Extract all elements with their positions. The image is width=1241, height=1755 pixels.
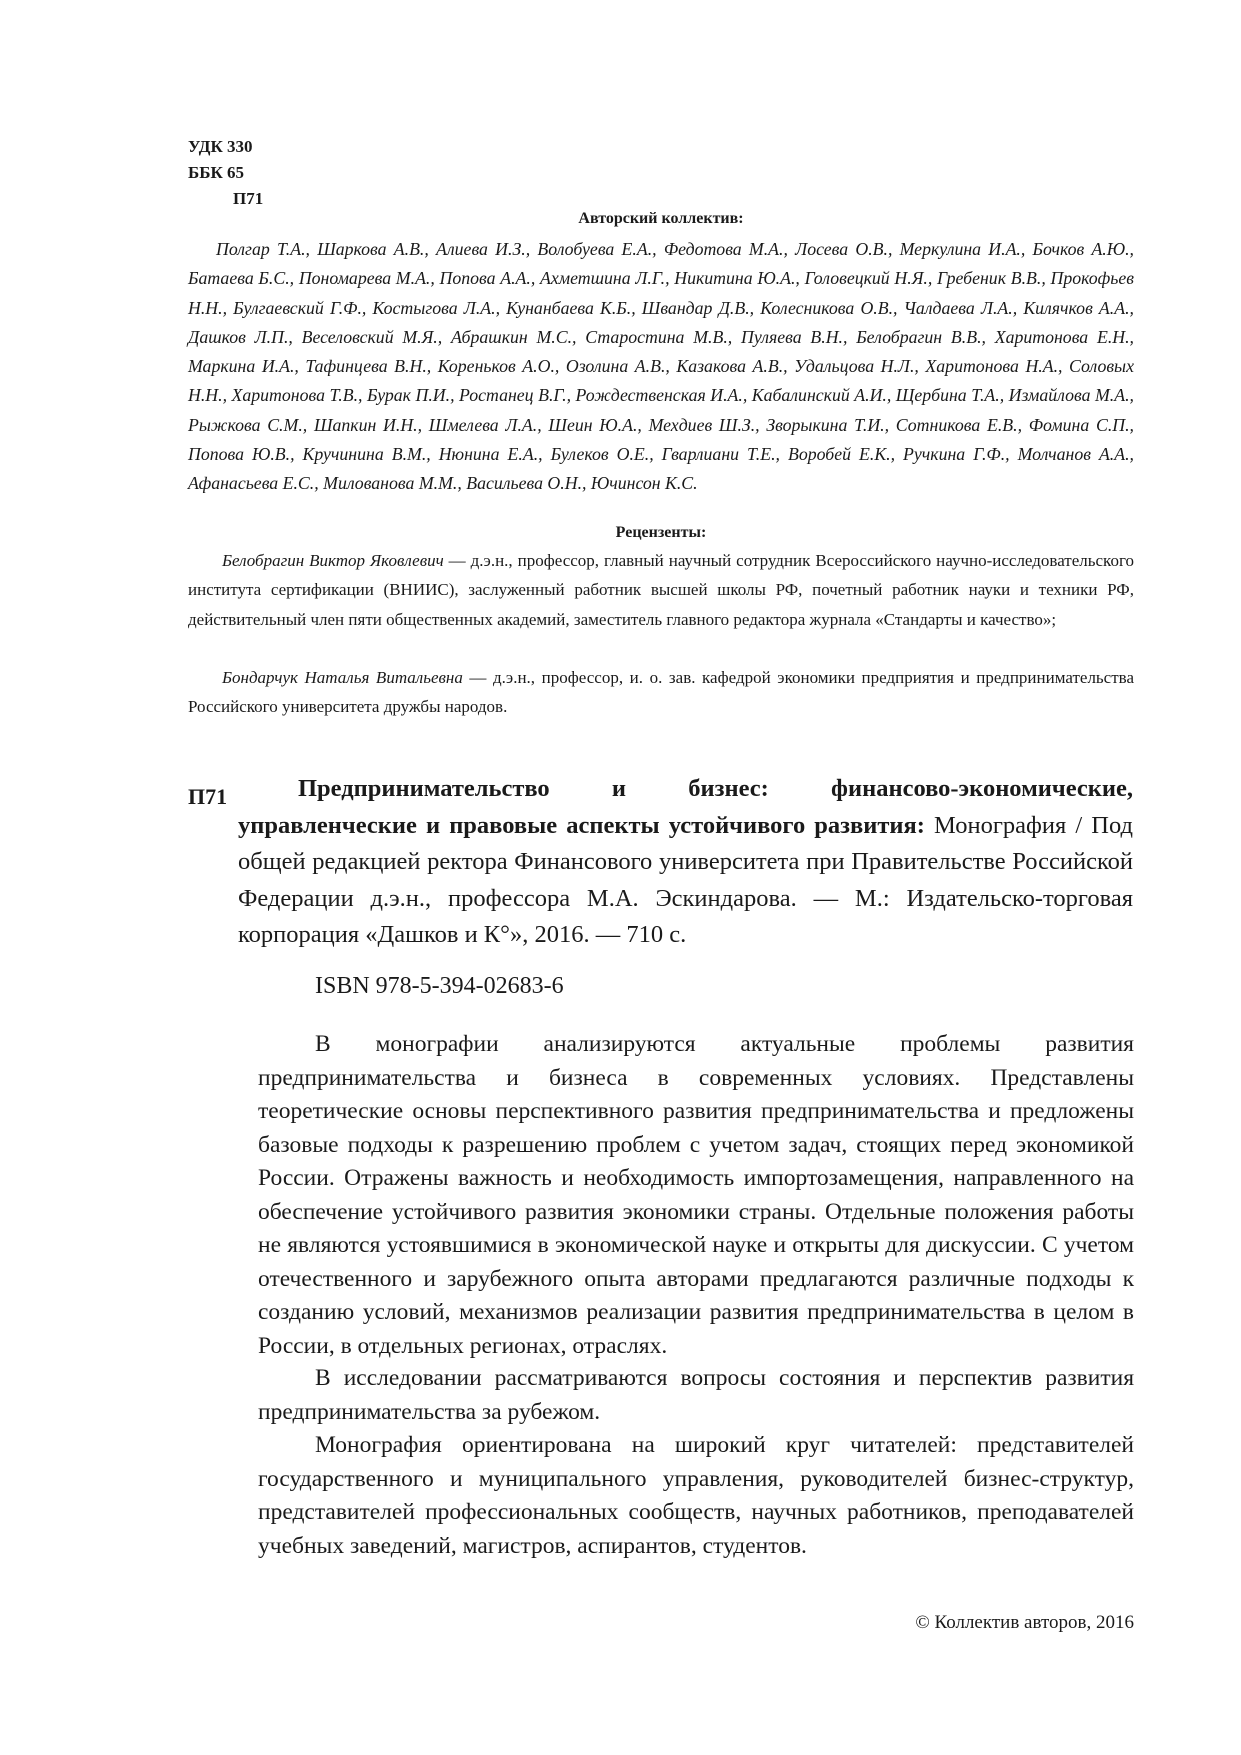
udk-code: УДК 330 <box>188 137 253 156</box>
authors-heading: Авторский коллектив: <box>578 210 744 227</box>
abstract-paragraph: Монография ориентирована на широкий круг читателей: представителей государственного и муниципального управления, руководителей бизнес-структур, представителей профессиональных сообществ, научных работников, преподавателей учебных заведений, магистров, аспирантов, студентов. <box>258 1432 1134 1559</box>
copyright-notice: © Коллектив авторов, 2016 <box>915 1612 1134 1633</box>
abstract-paragraph: В монографии анализируются актуальные проблемы развития предпринимательства и бизнеса в современных условиях. Представлены теоретические основы перспективного развития предпринимательства и предложены базовые подходы к разрешению проблем с учетом задач, стоящих перед экономикой России. Отражены важность и необходимость импортозамещения, направленного на обеспечение устойчивого развития экономики страны. Отдельные положения работы не являются устоявшимися в экономической науке и открыты для дискуссии. С учетом отечественного и зарубежного опыта авторами предлагаются различные подходы к созданию условий, механизмов реализации развития предпринимательства в целом в России, в отдельных регионах, отраслях. <box>258 1031 1134 1359</box>
reviewer-description: — д.э.н., профессор, главный научный сотрудник Всероссийского научно-исследовательского института сертификации (ВНИИС), заслуженный работник высшей школы РФ, почетный работник науки и техники РФ, действительный член пяти общественных академий, заместитель главного редактора журнала «Стандарты и качество»; <box>188 551 1135 629</box>
reviewer-name: Белобрагин Виктор Яковлевич <box>222 551 444 570</box>
isbn: ISBN 978-5-394-02683-6 <box>315 973 564 999</box>
bibliographic-citation <box>238 771 1133 954</box>
abstract-paragraph: В исследовании рассматриваются вопросы состояния и перспектив развития предпринимательства за рубежом. <box>258 1365 1134 1425</box>
reviewer-description: — д.э.н., профессор, и. о. зав. кафедрой экономики предприятия и предпринимательства Российского университета дружбы народов. <box>188 668 1134 717</box>
author-sign-code: П71 <box>233 189 264 208</box>
authors-list: Полгар Т.А., Шаркова А.В., Алиева И.З., Волобуева Е.А., Федотова М.А., Лосева О.В., Меркулина И.А., Бочков А.Ю., Батаева Б.С., Пономарева М.А., Попова А.А., Ахметшина Л.Г., Никитина Ю.А., Головецкий Н.Я., Гребеник В.В., Прокофьев Н.Н., Булгаевский Г.Ф., Костыгова Л.А., Кунанбаева К.Б., Швандар Д.В., Колесникова О.В., Чалдаева Л.А., Килячков А.А., Дашков Л.П., Веселовский М.Я., Абрашкин М.С., Старостина М.В., Пуляева В.Н., Белобрагин В.В., Харитонова Е.Н., Маркина И.А., Тафинцева В.Н., Кореньков А.О., Озолина А.В., Казакова А.В., Удальцова Н.Л., Харитонова Н.А., Соловых Н.Н., Харитонова Т.В., Бурак П.И., Ростанец В.Г., Рождественская И.А., Кабалинский А.И., Щербина Т.А., Измайлова М.А., Рыжкова С.М., Шапкин И.Н., Шмелева Л.А., Шеин Ю.А., Мехдиев Ш.З., Зворыкина Т.И., Сотникова Е.В., Фомина С.П., Попова Ю.В., Кручинина В.М., Нюнина Е.А., Булеков О.Е., Гварлиани Т.Е., Воробей Е.К., Ручкина Г.Ф., Молчанов А.А., Афанасьева Е.С., Милованова М.М., Васильева О.Н., Ючинсон К.С. <box>188 239 1134 494</box>
book-title: Предпринимательство и бизнес: финансово-экономические, управленческие и правовые аспекты устойчивого развития: <box>238 775 1133 839</box>
reviewer-entry <box>188 546 1134 634</box>
reviewer-entry <box>188 663 1134 722</box>
bbk-code: ББК 65 <box>188 163 245 182</box>
reviewer-name: Бондарчук Наталья Витальевна <box>222 668 463 687</box>
reviewers-heading: Рецензенты: <box>615 524 707 541</box>
citation-code: П71 <box>188 784 228 809</box>
citation-details: Монография / Под общей редакцией ректора Финансового университета при Правительстве Российской Федерации д.э.н., профессора М.А. Эскиндарова. — М.: Издательско-торговая корпорация «Дашков и К°», 2016. — 710 с. <box>238 811 1133 948</box>
